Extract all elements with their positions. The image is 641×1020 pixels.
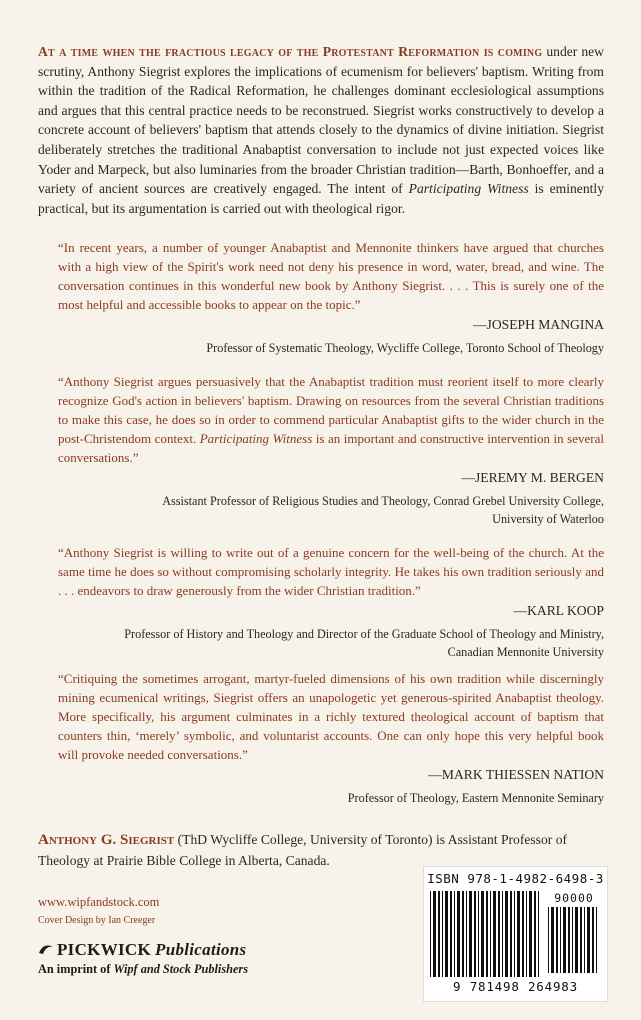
endorser-name: —KARL KOOP (513, 603, 604, 619)
author-name: Anthony G. Siegrist (38, 832, 175, 848)
description-text: under new scrutiny, Anthony Siegrist explores the implications of ecumenism for believers' baptism. Writing from within the tradition of the Radical Reformation, he challenges dominant ecclesiological assumptions and argues that this central practice needs to be reconstrued. Siegrist works constructively to develop a concrete account of believers' baptism that attends closely to the dynamics of divine initiation. Siegrist deliberately stretches the traditional Anabaptist conversation to include not just expected voices like Yoder and Marpeck, but also luminaries from the broader Christian tradition—Barth, Bonhoeffer, and a variety of ancient sources are creatively engaged. The intent of (38, 44, 604, 197)
description-text-end: is eminently practical, but its argumentation is carried out with theological rigor. (38, 181, 604, 216)
endorsement-2 (58, 372, 604, 528)
book-description (38, 42, 604, 218)
endorsement-attribution (58, 601, 604, 661)
endorser-name: —JEREMY M. BERGEN (461, 470, 604, 486)
barcode-icon (430, 891, 542, 979)
author-bio (38, 830, 604, 870)
endorser-affiliation: Professor of Theology, Eastern Mennonite Seminary (347, 791, 604, 806)
endorser-affiliation: Professor of History and Theology and Director of the Graduate School of Theology and Ministry, Canadian Mennonite University (124, 627, 604, 660)
cover-design-credit: Cover Design by Ian Creeger (38, 915, 156, 926)
author-bio-text: (ThD Wycliffe College, University of Toronto) is Assistant Professor of Theology at Prairie Bible College in Alberta, Canada. (38, 832, 568, 868)
book-title: Participating Witness (408, 181, 529, 197)
publisher-name: PICKWICK (57, 940, 152, 959)
endorser-affiliation: Professor of Systematic Theology, Wycliffe College, Toronto School of Theology (206, 341, 604, 356)
addon-barcode-icon (548, 907, 600, 975)
isbn-number: ISBN 978-1-4982-6498-3 (427, 871, 604, 886)
price-addon: 90000 (554, 891, 594, 905)
endorsement-text: “Critiquing the sometimes arrogant, martyr-fueled dimensions of his own tradition while discerningly mining ecumenical writings, Siegrist offers an unapologetic yet generous-spirited Anabaptist theology. More specifically, his argument culminates in a richly textured theological account of baptism that counters thin, ‘merely’ symbolic, and voluntarist accounts. One can only hope this very helpful book will provoke needed conversations.” (58, 671, 604, 763)
endorsement-attribution (58, 315, 604, 357)
endorser-name: —MARK THIESSEN NATION (428, 767, 604, 783)
imprint-line: An imprint of Wipf and Stock Publishers (38, 962, 248, 976)
endorsement-text: “Anthony Siegrist is willing to write out of a genuine concern for the well-being of the church. At the same time he does so without compromising scholarly integrity. He takes his own tradition seriously and . . . endeavors to draw generously from the wider Christian tradition.” (58, 545, 604, 599)
endorsement-3 (58, 543, 604, 661)
endorser-affiliation: Assistant Professor of Religious Studies and Theology, Conrad Grebel University College, University of Waterloo (162, 494, 604, 527)
publisher-name-italic: Publications (155, 940, 247, 959)
barcode-digits: 9 781498 264983 (453, 979, 578, 994)
publisher-website: www.wipfandstock.com (38, 895, 160, 909)
publisher-logo (38, 940, 246, 960)
endorsement-attribution (58, 765, 604, 807)
endorsement-text: “Anthony Siegrist argues persuasively that the Anabaptist tradition must reorient itself to more clearly recognize God's action in believers' baptism. Drawing on resources from the several Christian traditions to make this case, he does so in order to commend particular Anabaptist gifts to the wider church in the post-Christendom context. Participating Witness is an important and constructive intervention in several conversations.” (58, 374, 604, 466)
endorsement-text: “In recent years, a number of younger Anabaptist and Mennonite thinkers have argued that churches with a high view of the Spirit's work need not deny his presence in word, water, bread, and wine. The conversation continues in this wonderful new book by Anthony Siegrist. . . . This is surely one of the most helpful and accessible books to appear on the topic.” (58, 240, 604, 313)
isbn-barcode (423, 866, 608, 1002)
description-lead: At a time when the fractious legacy of the Protestant Reformation is coming (38, 44, 543, 59)
endorsement-1 (58, 238, 604, 357)
endorser-name: —JOSEPH MANGINA (472, 317, 604, 333)
endorsement-attribution (58, 468, 604, 528)
endorsement-4 (58, 669, 604, 807)
publisher-emblem-icon (38, 943, 54, 957)
